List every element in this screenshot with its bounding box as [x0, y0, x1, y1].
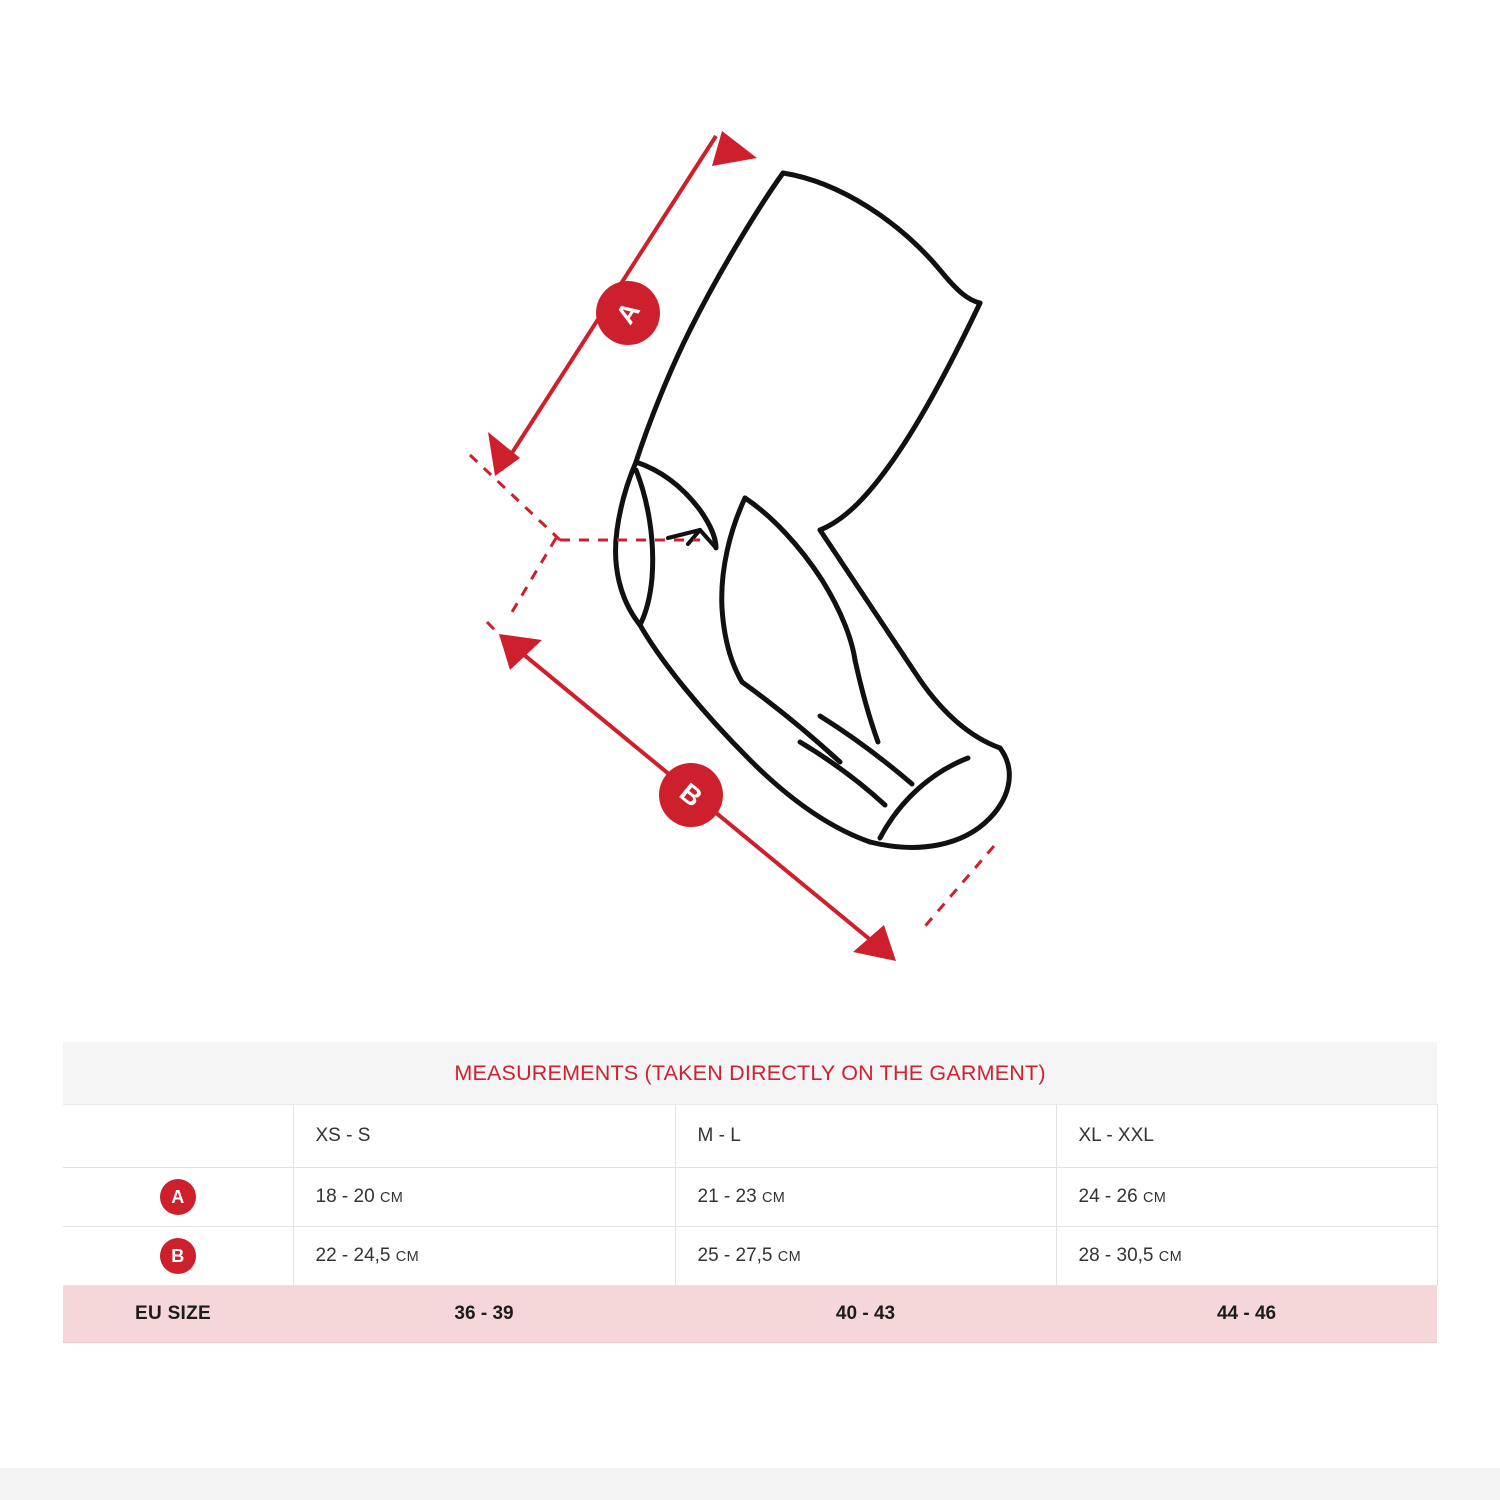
eu-size-xl-xxl: 44 - 46 [1056, 1286, 1437, 1343]
table-row-a [63, 1168, 1437, 1227]
cell-a-xl-xxl [1056, 1168, 1437, 1227]
header-cell-xl-xxl: XL - XXL [1056, 1105, 1437, 1168]
cell-a-xs-s-unit: CM [379, 1190, 404, 1206]
cell-b-xs-s [293, 1227, 675, 1286]
cell-b-m-l-value: 25 - 27,5 [697, 1245, 773, 1266]
sock-illustration [616, 173, 1010, 847]
cell-a-m-l-value: 21 - 23 [697, 1186, 757, 1207]
diagram-badge-a-label: A [610, 296, 646, 330]
cell-b-xl-xxl-value: 28 - 30,5 [1078, 1245, 1154, 1266]
row-badge-a [63, 1168, 293, 1227]
cell-b-xs-s-value: 22 - 24,5 [315, 1245, 391, 1266]
guide-lines-b [487, 622, 994, 932]
header-cell-m-l: M - L [675, 1105, 1056, 1168]
badge-a: A [160, 1179, 196, 1215]
header-cell-empty [63, 1105, 293, 1168]
cell-a-xs-s-value: 18 - 20 [315, 1186, 375, 1207]
cell-b-xl-xxl [1056, 1227, 1437, 1286]
cell-a-xl-xxl-unit: CM [1142, 1190, 1167, 1206]
cell-a-m-l [675, 1168, 1056, 1227]
header-cell-xs-s: XS - S [293, 1105, 675, 1168]
row-badge-b [63, 1227, 293, 1286]
eu-size-xs-s: 36 - 39 [293, 1286, 675, 1343]
table-row-eu-size [63, 1286, 1437, 1343]
cell-b-m-l [675, 1227, 1056, 1286]
eu-size-label: EU SIZE [63, 1286, 293, 1343]
table-title-row [63, 1042, 1437, 1105]
diagram-badge-b [659, 763, 723, 827]
table-header-row [63, 1105, 1437, 1168]
cell-b-xl-xxl-unit: CM [1158, 1249, 1183, 1265]
table-title: MEASUREMENTS (TAKEN DIRECTLY ON THE GARMENT) [63, 1042, 1437, 1105]
table-row-b [63, 1227, 1437, 1286]
badge-b: B [160, 1238, 196, 1274]
eu-size-m-l: 40 - 43 [675, 1286, 1056, 1343]
measurements-table [63, 1042, 1438, 1343]
diagram-badge-a [596, 281, 660, 345]
cell-a-xl-xxl-value: 24 - 26 [1078, 1186, 1138, 1207]
cell-a-m-l-unit: CM [761, 1190, 786, 1206]
cell-b-xs-s-unit: CM [395, 1249, 420, 1265]
cell-b-m-l-unit: CM [777, 1249, 802, 1265]
diagram-badge-b-label: B [673, 777, 709, 813]
bottom-strip [0, 1468, 1500, 1500]
cell-a-xs-s [293, 1168, 675, 1227]
